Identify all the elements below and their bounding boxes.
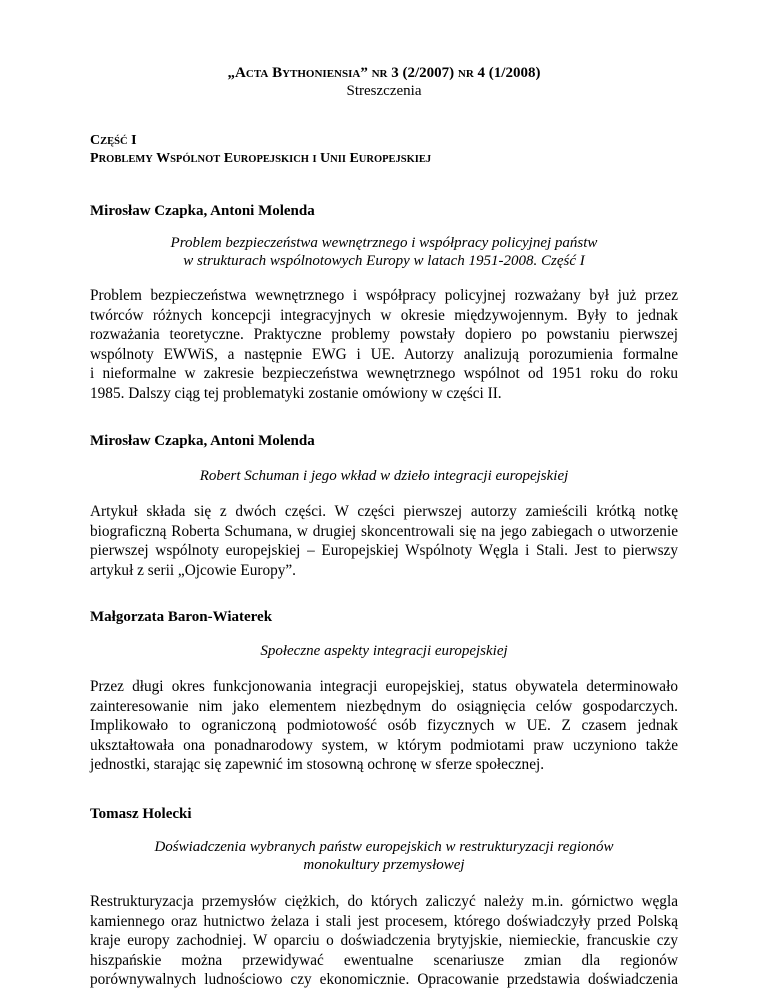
journal-title: „ACTA BYTHONIENSIA” NR 3 (2/2007) NR 4 (1/2008) — [227, 65, 541, 81]
article-author: Tomasz Holecki — [90, 806, 192, 822]
journal-subtitle: Streszczenia — [346, 83, 422, 99]
article-author: Mirosław Czapka, Antoni Molenda — [90, 203, 315, 219]
article-abstract: Przez długi okres funkcjonowania integracji europejskiej, status obywatela determinowało zainteresowanie nim jako elementem niezbędnym do osiągnięcia celów gospodarczych. Implikowało to ograniczoną podmiotowość osób fizycznych w UE. Z czasem jednak ukształtowała ona ponadnarodowy system, w którym podmiotami praw uczyniono także jednostki, starając się zapewnić im stosowną ochronę w sferze społecznej. — [90, 678, 678, 773]
article-author: Małgorzata Baron-Wiaterek — [90, 609, 273, 625]
part-number: CZĘŚĆ I — [90, 133, 137, 148]
article-title: Doświadczenia wybranych państw europejskich w restrukturyzacji regionów monokultury przemysłowej — [154, 839, 614, 873]
article-title: Robert Schuman i jego wkład w dzieło integracji europejskiej — [199, 468, 569, 484]
article-abstract: Restrukturyzacja przemysłów ciężkich, do których zaliczyć należy m.in. górnictwo węgla kamiennego oraz hutnictwo żelaza i stali jest procesem, którego doświadczyły przed Polską kraje europy zachodniej. W oparciu o doświadczenia brytyjskie, niemieckie, francuskie czy hiszpańskie można przewidywać ewentualne scenariusze zmian dla regionów porównywalnych ludnościowo czy ekonomicznie. Opracowanie przedstawia doświadczenia — [90, 893, 678, 988]
article-title: Problem bezpieczeństwa wewnętrznego i współpracy policyjnej państw w strukturach wspólnotowych Europy w latach 1951-2008. Część I — [170, 235, 598, 269]
article-abstract: Artykuł składa się z dwóch części. W części pierwszej autorzy zamieścili krótką notkę biograficzną Roberta Schumana, w drugiej skoncentrowali się na jego zabiegach o utworzenie pierwszej wspólnoty europejskiej – Europejskiej Wspólnoty Węgla i Stali. Jest to pierwszy artykuł z serii „Ojcowie Europy”. — [90, 503, 678, 579]
part-title: PROBLEMY WSPÓLNOT EUROPEJSKICH I UNII EUROPEJSKIEJ — [90, 151, 432, 166]
article-title: Społeczne aspekty integracji europejskiej — [260, 643, 508, 659]
article-abstract: Problem bezpieczeństwa wewnętrznego i współpracy policyjnej rozważany był już przez twórców różnych koncepcji integracyjnych w okresie międzywojennym. Były to jednak rozważania teoretyczne. Praktyczne problemy powstały dopiero po powstaniu pierwszej wspólnoty EWWiS, a następnie EWG i UE. Autorzy analizują porozumienia formalne i nieformalne w zakresie bezpieczeństwa wewnętrznego wspólnot od 1951 roku do roku 1985. Dalszy ciąg tej problematyki zostanie omówiony w części II. — [90, 287, 678, 402]
article-author: Mirosław Czapka, Antoni Molenda — [90, 433, 315, 449]
